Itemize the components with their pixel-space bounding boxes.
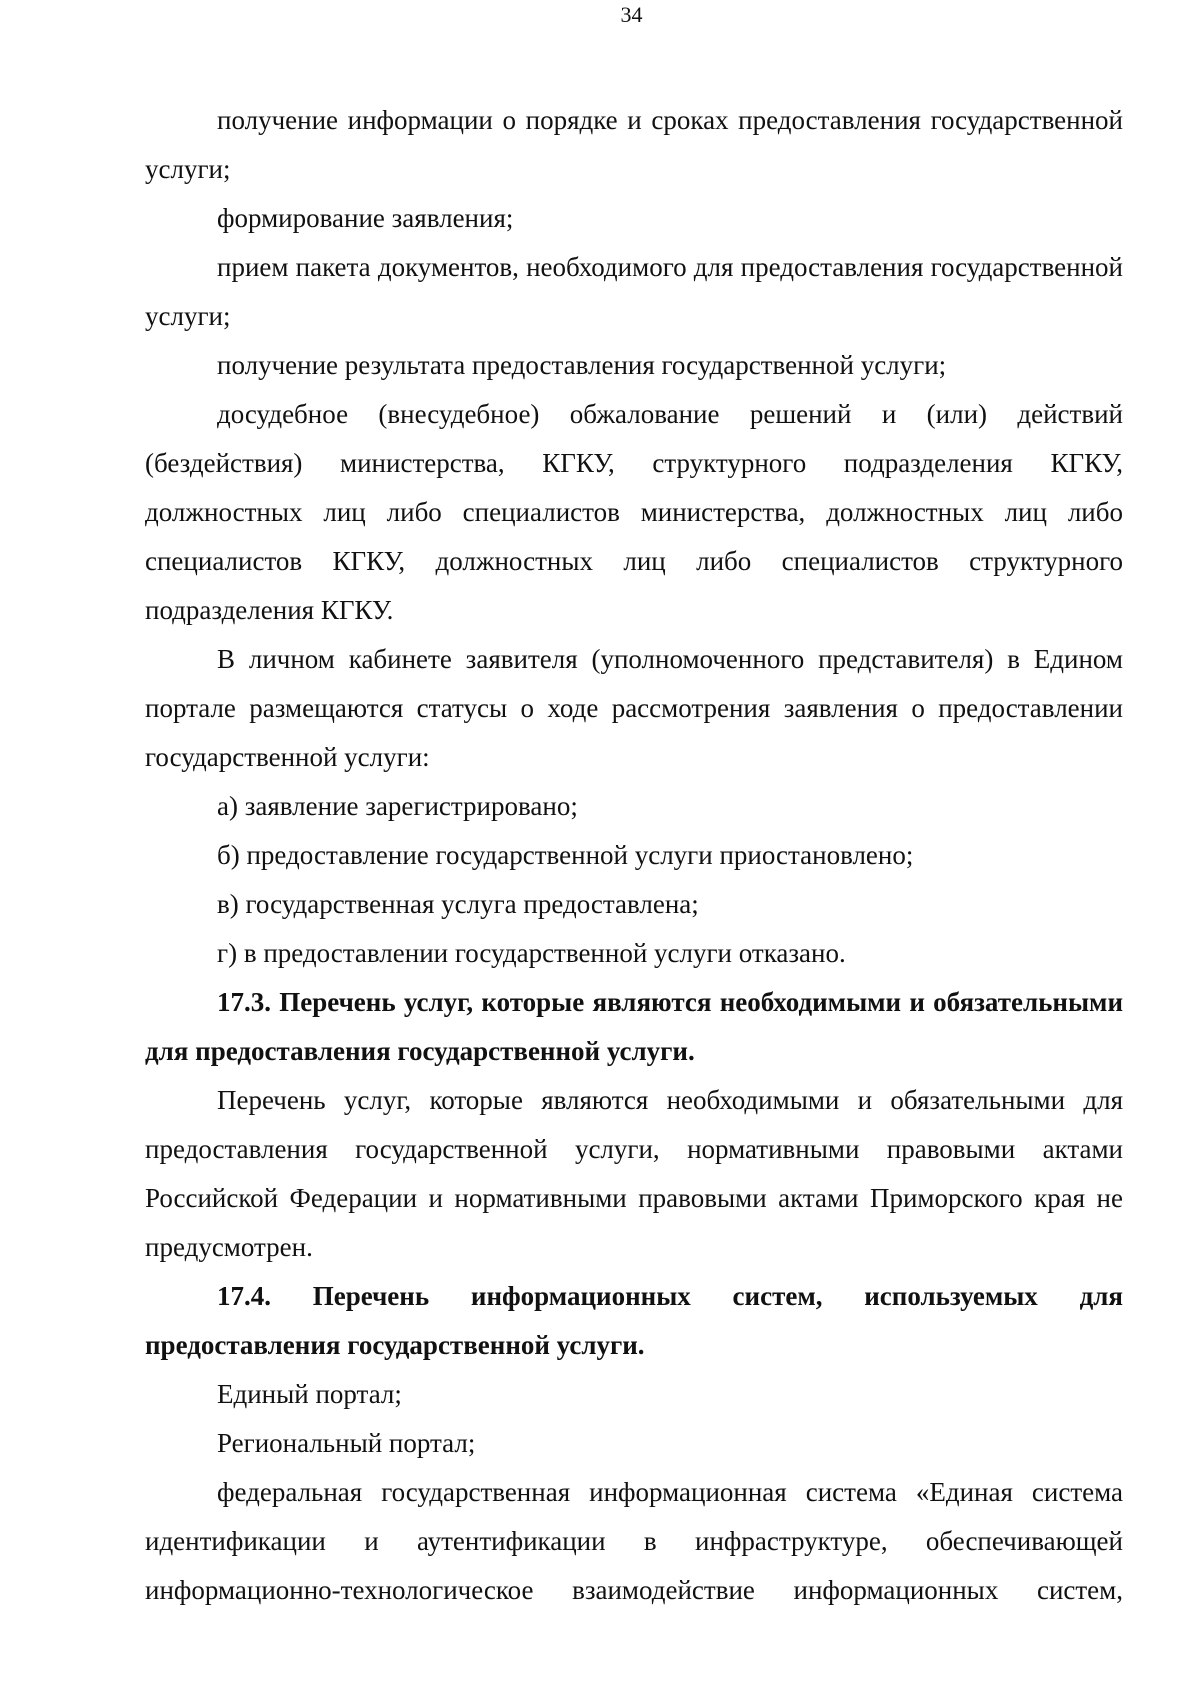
section-heading-17-4: 17.4. Перечень информационных систем, используемых для предоставления государственной услуги.: [145, 1281, 1123, 1360]
paragraph-documents-reception: прием пакета документов, необходимого для предоставления государственной услуги;: [145, 252, 1123, 331]
page-number: 34: [620, 2, 643, 27]
paragraph-info-receipt: получение информации о порядке и сроках предоставления государственной услуги;: [145, 105, 1123, 184]
section-heading-17-3: 17.3. Перечень услуг, которые являются необходимыми и обязательными для предоставления государственной услуги.: [145, 987, 1123, 1066]
system-item-esia: федеральная государственная информационная система «Единая система идентификации и аутентификации в инфраструктуре, обеспечивающей информационно-технологическое взаимодействие информационных систем,: [145, 1477, 1123, 1605]
paragraph-personal-account-statuses: В личном кабинете заявителя (уполномоченного представителя) в Едином портале размещаются статусы о ходе рассмотрения заявления о предоставлении государственной услуги:: [145, 644, 1123, 772]
system-item-unified-portal: Единый портал;: [217, 1379, 402, 1409]
document-body: [145, 96, 1123, 1615]
status-item-registered: а) заявление зарегистрировано;: [217, 791, 578, 821]
status-item-suspended: б) предоставление государственной услуги приостановлено;: [217, 840, 914, 870]
status-item-provided: в) государственная услуга предоставлена;: [217, 889, 699, 919]
paragraph-required-services: Перечень услуг, которые являются необходимыми и обязательными для предоставления государственной услуги, нормативными правовыми актами Российской Федерации и нормативными правовыми актами Приморского края не предусмотрен.: [145, 1085, 1123, 1262]
paragraph-pretrial-appeal: досудебное (внесудебное) обжалование решений и (или) действий (бездействия) министерства, КГКУ, структурного подразделения КГКУ, должностных лиц либо специалистов министерства, должностных лиц либо специалистов КГКУ, должностных лиц либо специалистов структурного подразделения КГКУ.: [145, 399, 1123, 625]
system-item-regional-portal: Региональный портал;: [217, 1428, 476, 1458]
paragraph-application-forming: формирование заявления;: [217, 203, 514, 233]
status-item-refused: г) в предоставлении государственной услуги отказано.: [217, 938, 846, 968]
paragraph-result-receipt: получение результата предоставления государственной услуги;: [217, 350, 947, 380]
